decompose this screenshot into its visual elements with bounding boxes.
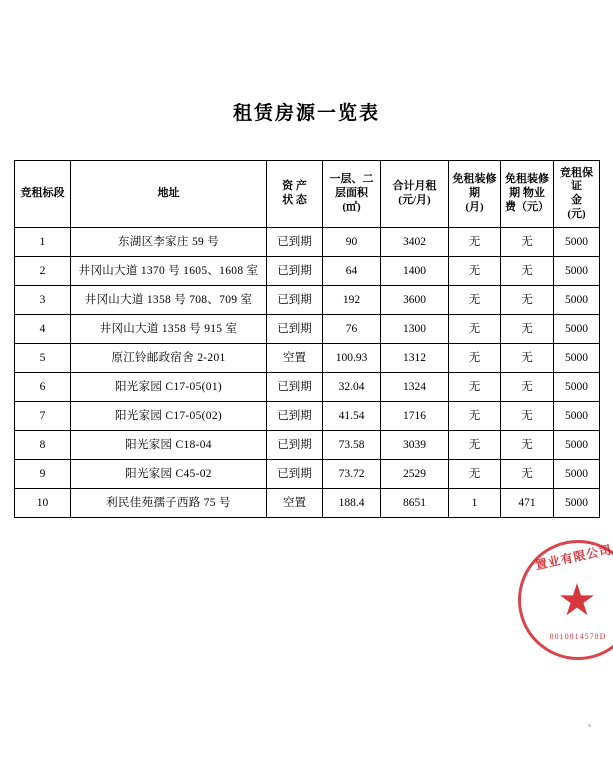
cell-area: 64 xyxy=(323,257,381,286)
cell-bid-section: 2 xyxy=(15,257,71,286)
cell-monthly-rent: 3039 xyxy=(381,431,449,460)
cell-area: 73.58 xyxy=(323,431,381,460)
cell-deposit: 5000 xyxy=(554,257,600,286)
cell-free-decoration-period: 无 xyxy=(449,228,501,257)
column-header-free-decoration-period-line2: (月) xyxy=(465,200,484,213)
cell-area: 73.72 xyxy=(323,460,381,489)
cell-asset-status: 已到期 xyxy=(267,257,323,286)
seal-registration-number: 8010814578D xyxy=(549,632,607,641)
cell-free-management-fee: 471 xyxy=(501,489,554,518)
column-header-deposit-line2: 金 xyxy=(571,194,582,206)
column-header-monthly-rent-line2: (元/月) xyxy=(398,194,431,206)
cell-asset-status: 已到期 xyxy=(267,431,323,460)
column-header-deposit xyxy=(554,161,600,228)
star-icon: ★ xyxy=(557,576,597,625)
cell-free-decoration-period: 无 xyxy=(449,402,501,431)
table-header xyxy=(15,161,600,228)
cell-bid-section: 6 xyxy=(15,373,71,402)
cell-area: 188.4 xyxy=(323,489,381,518)
table-row xyxy=(15,286,600,315)
table-row xyxy=(15,315,600,344)
column-header-free-decoration-period-line1: 免租装修期 xyxy=(452,173,497,200)
cell-free-decoration-period: 1 xyxy=(449,489,501,518)
cell-bid-section: 10 xyxy=(15,489,71,518)
cell-address: 井冈山大道 1358 号 708、709 室 xyxy=(71,286,267,315)
cell-area: 76 xyxy=(323,315,381,344)
seal-company-name: 置业有限公司 xyxy=(534,542,613,573)
cell-address: 井冈山大道 1370 号 1605、1608 室 xyxy=(71,257,267,286)
cell-area: 192 xyxy=(323,286,381,315)
table-row xyxy=(15,344,600,373)
column-header-asset-status-line1: 资 产 xyxy=(282,180,307,193)
table-row xyxy=(15,431,600,460)
cell-asset-status: 已到期 xyxy=(267,460,323,489)
column-header-free-decoration-period xyxy=(449,161,501,228)
cell-free-decoration-period: 无 xyxy=(449,344,501,373)
cell-monthly-rent: 2529 xyxy=(381,460,449,489)
company-seal-stamp xyxy=(518,540,613,668)
column-header-bid-section-line1: 竞租标段 xyxy=(20,187,65,200)
seal-ring xyxy=(518,540,613,660)
cell-bid-section: 8 xyxy=(15,431,71,460)
cell-area: 100.93 xyxy=(323,344,381,373)
cell-free-management-fee: 无 xyxy=(501,460,554,489)
column-header-monthly-rent xyxy=(381,161,449,228)
cell-bid-section: 4 xyxy=(15,315,71,344)
column-header-deposit-line1: 竞租保证 xyxy=(560,166,593,193)
cell-address: 阳光家园 C17-05(01) xyxy=(71,373,267,402)
cell-asset-status: 空置 xyxy=(267,344,323,373)
cell-address: 阳光家园 C17-05(02) xyxy=(71,402,267,431)
table-row xyxy=(15,373,600,402)
cell-free-management-fee: 无 xyxy=(501,402,554,431)
column-header-address-line1: 地址 xyxy=(157,187,180,200)
cell-bid-section: 5 xyxy=(15,344,71,373)
cell-monthly-rent: 8651 xyxy=(381,489,449,518)
cell-monthly-rent: 1312 xyxy=(381,344,449,373)
cell-asset-status: 空置 xyxy=(267,489,323,518)
cell-free-decoration-period: 无 xyxy=(449,315,501,344)
column-header-free-management-fee-line2: 期 物业 xyxy=(509,187,545,200)
cell-free-management-fee: 无 xyxy=(501,373,554,402)
table-body xyxy=(15,228,600,518)
column-header-asset-status xyxy=(267,161,323,228)
cell-free-decoration-period: 无 xyxy=(449,257,501,286)
cell-deposit: 5000 xyxy=(554,489,600,518)
cell-asset-status: 已到期 xyxy=(267,402,323,431)
cell-bid-section: 9 xyxy=(15,460,71,489)
cell-bid-section: 7 xyxy=(15,402,71,431)
table-row xyxy=(15,460,600,489)
cell-monthly-rent: 1400 xyxy=(381,257,449,286)
cell-area: 90 xyxy=(323,228,381,257)
cell-area: 41.54 xyxy=(323,402,381,431)
cell-monthly-rent: 1300 xyxy=(381,315,449,344)
rental-listing-table-wrapper xyxy=(14,160,599,518)
cell-asset-status: 已到期 xyxy=(267,373,323,402)
cell-bid-section: 1 xyxy=(15,228,71,257)
cell-deposit: 5000 xyxy=(554,228,600,257)
table-header-row xyxy=(15,161,600,228)
table-row xyxy=(15,257,600,286)
cell-monthly-rent: 3600 xyxy=(381,286,449,315)
cell-free-management-fee: 无 xyxy=(501,228,554,257)
table-row xyxy=(15,402,600,431)
cell-free-decoration-period: 无 xyxy=(449,286,501,315)
cell-deposit: 5000 xyxy=(554,344,600,373)
cell-address: 利民佳苑孺子西路 75 号 xyxy=(71,489,267,518)
cell-monthly-rent: 1324 xyxy=(381,373,449,402)
cell-deposit: 5000 xyxy=(554,373,600,402)
column-header-deposit-line3: (元) xyxy=(567,207,586,220)
column-header-asset-status-line2: 状 态 xyxy=(282,194,307,206)
cell-free-management-fee: 无 xyxy=(501,315,554,344)
cell-deposit: 5000 xyxy=(554,286,600,315)
cell-deposit: 5000 xyxy=(554,402,600,431)
cell-free-management-fee: 无 xyxy=(501,431,554,460)
rental-listing-table xyxy=(14,160,600,518)
column-header-free-management-fee-line3: 费（元） xyxy=(505,200,549,213)
cell-free-decoration-period: 无 xyxy=(449,431,501,460)
cell-address: 井冈山大道 1358 号 915 室 xyxy=(71,315,267,344)
cell-deposit: 5000 xyxy=(554,460,600,489)
cell-deposit: 5000 xyxy=(554,315,600,344)
cell-address: 东湖区李家庄 59 号 xyxy=(71,228,267,257)
cell-deposit: 5000 xyxy=(554,431,600,460)
cell-free-decoration-period: 无 xyxy=(449,460,501,489)
cell-monthly-rent: 3402 xyxy=(381,228,449,257)
cell-free-decoration-period: 无 xyxy=(449,373,501,402)
cell-free-management-fee: 无 xyxy=(501,286,554,315)
cell-monthly-rent: 1716 xyxy=(381,402,449,431)
cell-address: 阳光家园 C45-02 xyxy=(71,460,267,489)
column-header-area-line2: 层面积 xyxy=(335,187,368,200)
column-header-free-management-fee xyxy=(501,161,554,228)
table-row xyxy=(15,489,600,518)
column-header-area-line1: 一层、二 xyxy=(329,173,374,186)
cell-area: 32.04 xyxy=(323,373,381,402)
column-header-address xyxy=(71,161,267,228)
cell-address: 原江铃邮政宿舍 2-201 xyxy=(71,344,267,373)
column-header-area xyxy=(323,161,381,228)
page-title: 租赁房源一览表 xyxy=(232,103,380,124)
column-header-free-management-fee-line1: 免租装修 xyxy=(505,173,549,186)
cell-free-management-fee: 无 xyxy=(501,257,554,286)
column-header-bid-section xyxy=(15,161,71,228)
column-header-area-line3: (㎡) xyxy=(342,200,361,213)
cell-free-management-fee: 无 xyxy=(501,344,554,373)
cell-address: 阳光家园 C18-04 xyxy=(71,431,267,460)
cell-asset-status: 已到期 xyxy=(267,315,323,344)
cell-bid-section: 3 xyxy=(15,286,71,315)
column-header-monthly-rent-line1: 合计月租 xyxy=(392,180,437,193)
table-row xyxy=(15,228,600,257)
cell-asset-status: 已到期 xyxy=(267,228,323,257)
page-footer-mark: 。 xyxy=(588,718,598,728)
cell-asset-status: 已到期 xyxy=(267,286,323,315)
